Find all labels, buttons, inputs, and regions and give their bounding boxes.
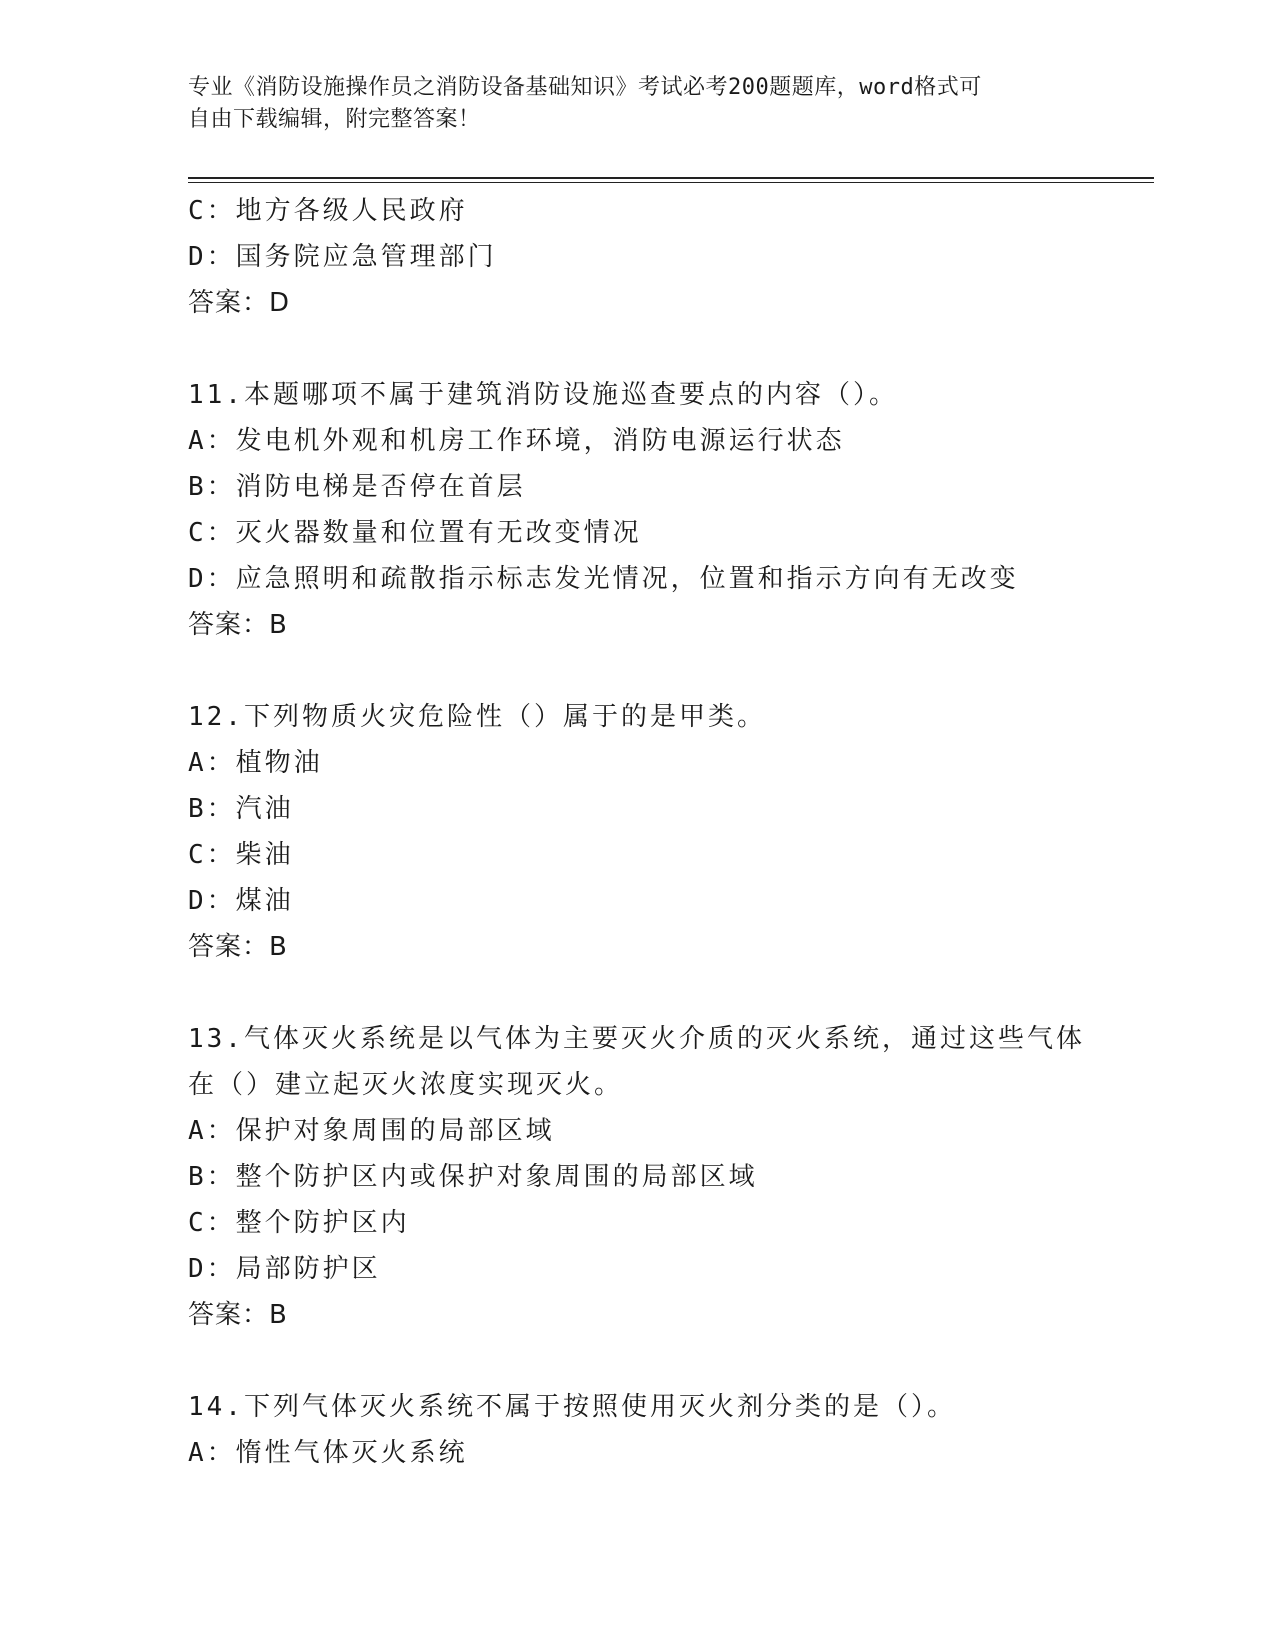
page-header: [188, 72, 1088, 136]
option-d: D：局部防护区: [188, 1254, 381, 1284]
question-text: 14.下列气体灭火系统不属于按照使用灭火剂分类的是（）。: [188, 1392, 956, 1422]
question-list: [188, 188, 1148, 1476]
option-c: C：灭火器数量和位置有无改变情况: [188, 518, 642, 548]
question-14: [188, 1384, 1148, 1476]
answer-line: 答案：B: [188, 1300, 288, 1330]
answer-line: 答案：D: [188, 288, 291, 318]
question-12: [188, 694, 1148, 970]
header-divider-thick: [188, 177, 1154, 179]
option-a: A：保护对象周围的局部区域: [188, 1116, 555, 1146]
question-text: 12.下列物质火灾危险性（）属于的是甲类。: [188, 702, 766, 732]
question-text: 11.本题哪项不属于建筑消防设施巡查要点的内容（）。: [188, 380, 898, 410]
option-d: D：国务院应急管理部门: [188, 242, 497, 272]
spacer: [188, 1338, 1148, 1384]
option-a: A：植物油: [188, 748, 323, 778]
header-title-line-2: 自由下载编辑，附完整答案！: [188, 107, 481, 132]
spacer: [188, 326, 1148, 372]
option-a: A：发电机外观和机房工作环境，消防电源运行状态: [188, 426, 845, 456]
question-13: [188, 1016, 1148, 1338]
question-11: [188, 372, 1148, 648]
option-d: D：煤油: [188, 886, 294, 916]
option-b: B：消防电梯是否停在首层: [188, 472, 526, 502]
answer-line: 答案：B: [188, 610, 288, 640]
spacer: [188, 648, 1148, 694]
option-c: C：地方各级人民政府: [188, 196, 468, 226]
header-title-line-1: 专业《消防设施操作员之消防设备基础知识》考试必考200题题库，word格式可: [188, 75, 982, 100]
option-a: A：惰性气体灭火系统: [188, 1438, 468, 1468]
option-b: B：整个防护区内或保护对象周围的局部区域: [188, 1162, 758, 1192]
option-c: C：整个防护区内: [188, 1208, 410, 1238]
question-text-line-1: 13.气体灭火系统是以气体为主要灭火介质的灭火系统，通过这些气体: [188, 1024, 1085, 1054]
option-b: B：汽油: [188, 794, 294, 824]
answer-line: 答案：B: [188, 932, 288, 962]
spacer: [188, 970, 1148, 1016]
option-d: D：应急照明和疏散指示标志发光情况，位置和指示方向有无改变: [188, 564, 1019, 594]
question-10: [188, 188, 1148, 326]
header-divider-thin: [188, 182, 1154, 183]
question-text-line-2: 在（）建立起灭火浓度实现灭火。: [188, 1070, 624, 1100]
option-c: C：柴油: [188, 840, 294, 870]
